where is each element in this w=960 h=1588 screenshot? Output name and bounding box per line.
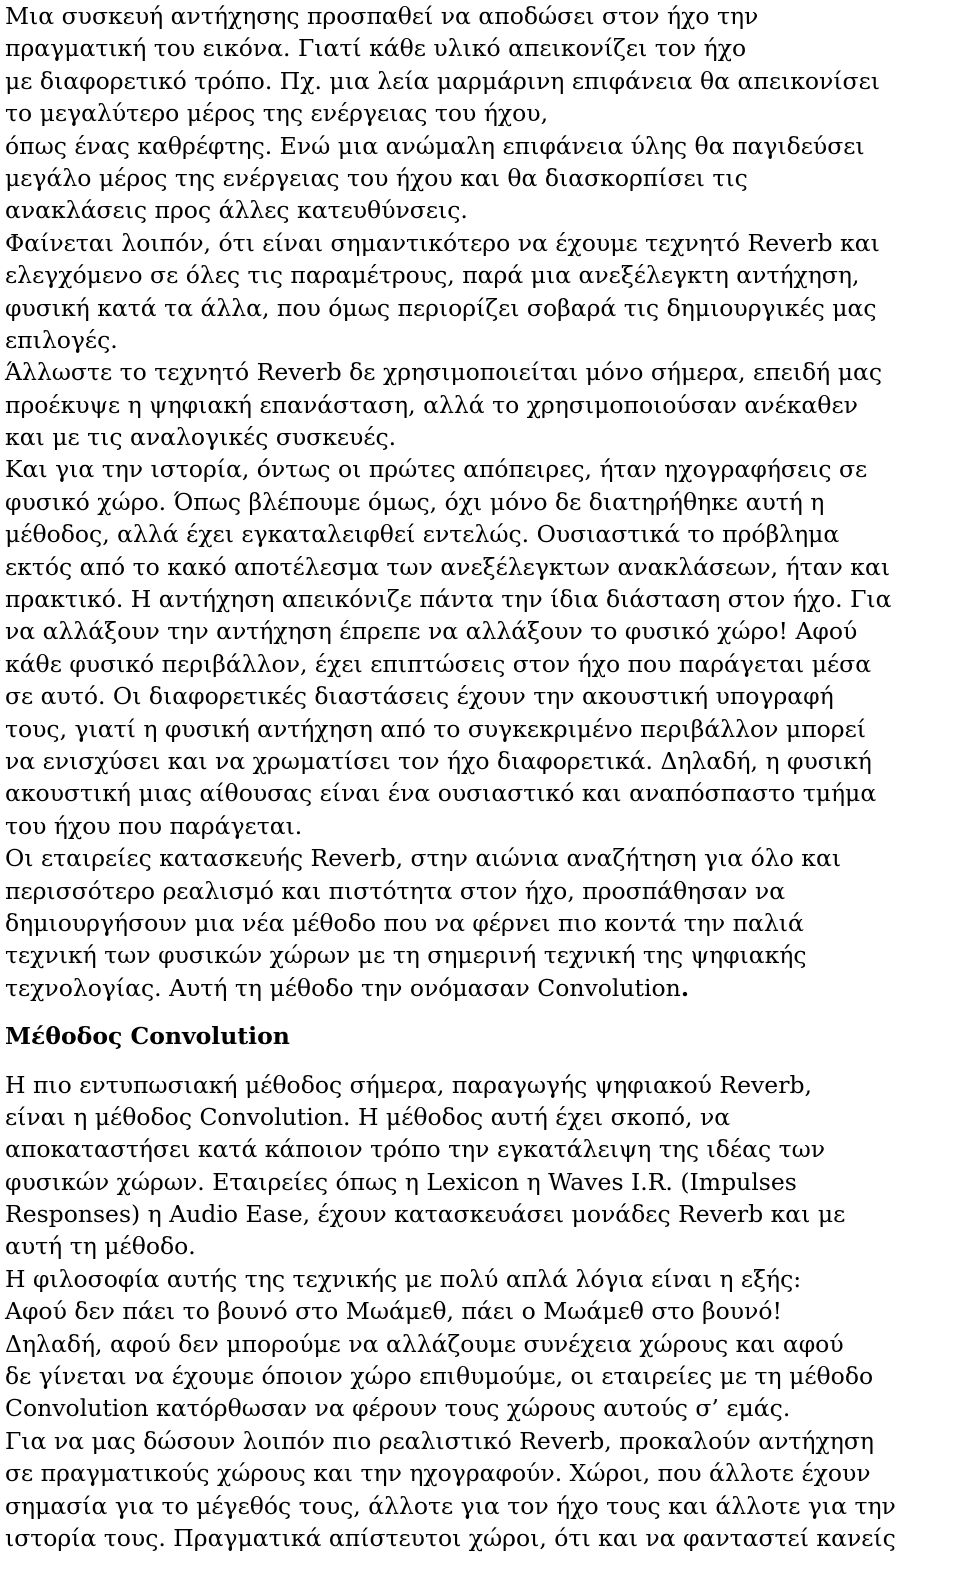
- text-line: φυσικών χώρων. Εταιρείες όπως η Lexicon η Waves I.R. (Impulses: [5, 1167, 797, 1196]
- text-line: εκτός από το κακό αποτέλεσμα των ανεξέλεγκτων ανακλάσεων, ήταν και: [5, 552, 891, 581]
- text-line: Για να μας δώσουν λοιπόν πιο ρεαλιστικό Reverb, προκαλούν αντήχηση: [5, 1426, 874, 1455]
- text-line: ελεγχόμενο σε όλες τις παραμέτρους, παρά μια ανεξέλεγκτη αντήχηση,: [5, 261, 860, 290]
- text-line: να αλλάξουν την αντήχηση έπρεπε να αλλάξουν το φυσικό χώρο! Αφού: [5, 617, 858, 646]
- text-line: Οι εταιρείες κατασκευής Reverb, στην αιώνια αναζήτηση για όλο και: [5, 844, 842, 873]
- text-line: με διαφορετικό τρόπο. Πχ. μια λεία μαρμάρινη επιφάνεια θα απεικονίσει: [5, 66, 880, 95]
- text-line: ακουστική μιας αίθουσας είναι ένα ουσιαστικό και αναπόσπαστο τμήμα: [5, 779, 877, 808]
- text-line: το μεγαλύτερο μέρος της ενέργειας του ήχου,: [5, 99, 549, 128]
- text-line: Responses) η Audio Ease, έχουν κατασκευάσει μονάδες Reverb και με: [5, 1200, 846, 1229]
- document-page: [5, 0, 955, 1554]
- text-line: μέθοδος, αλλά έχει εγκαταλειφθεί εντελώς. Ουσιαστικά το πρόβλημα: [5, 520, 840, 549]
- text-line: Και για την ιστορία, όντως οι πρώτες απόπειρες, ήταν ηχογραφήσεις σε: [5, 455, 868, 484]
- text-line: φυσική κατά τα άλλα, που όμως περιορίζει σοβαρά τις δημιουργικές μας: [5, 293, 877, 322]
- text-line: να ενισχύσει και να χρωματίσει τον ήχο διαφορετικά. Δηλαδή, η φυσική: [5, 746, 872, 775]
- text-line: ιστορία τους. Πραγματικά απίστευτοι χώροι, ότι και να φανταστεί κανείς: [5, 1523, 896, 1552]
- section-heading-convolution: Μέθοδος Convolution: [5, 1022, 290, 1051]
- text-line: Αφού δεν πάει το βουνό στο Μωάμεθ, πάει ο Μωάμεθ στο βουνό!: [5, 1297, 782, 1326]
- text-line: ανακλάσεις προς άλλες κατευθύνσεις.: [5, 196, 468, 225]
- text-line: σε πραγματικούς χώρους και την ηχογραφούν. Χώροι, που άλλοτε έχουν: [5, 1459, 871, 1488]
- text-line: σημασία για το μέγεθός τους, άλλοτε για τον ήχο τους και άλλοτε για την: [5, 1491, 896, 1520]
- text-line: και με τις αναλογικές συσκευές.: [5, 423, 397, 452]
- text-line-last-period: .: [680, 973, 689, 1002]
- text-line: αποκαταστήσει κατά κάποιον τρόπο την εγκατάλειψη της ιδέας των: [5, 1135, 826, 1164]
- text-line: του ήχου που παράγεται.: [5, 811, 303, 840]
- text-line: Η φιλοσοφία αυτής της τεχνικής με πολύ απλά λόγια είναι η εξής:: [5, 1264, 802, 1293]
- text-line: επιλογές.: [5, 325, 118, 354]
- text-line: όπως ένας καθρέφτης. Ενώ μια ανώμαλη επιφάνεια ύλης θα παγιδεύσει: [5, 131, 865, 160]
- section-spacer: [5, 1053, 955, 1069]
- paragraph-block-reverb-intro: [5, 0, 955, 972]
- text-line: πρακτικό. Η αντήχηση απεικόνιζε πάντα την ίδια διάσταση στον ήχο. Για: [5, 585, 892, 614]
- text-line: περισσότερο ρεαλισμό και πιστότητα στον ήχο, προσπάθησαν να: [5, 876, 786, 905]
- text-line: πραγματική του εικόνα. Γιατί κάθε υλικό απεικονίζει τον ήχο: [5, 34, 747, 63]
- text-line: Convolution κατόρθωσαν να φέρουν τους χώρους αυτούς σ’ εμάς.: [5, 1394, 791, 1423]
- text-line-last: τεχνολογίας. Αυτή τη μέθοδο την ονόμασαν Convolution.: [5, 973, 689, 1002]
- paragraph-block-convolution: [5, 1069, 955, 1555]
- text-line: Φαίνεται λοιπόν, ότι είναι σημαντικότερο να έχουμε τεχνητό Reverb και: [5, 228, 880, 257]
- text-line: αυτή τη μέθοδο.: [5, 1232, 196, 1261]
- text-line: κάθε φυσικό περιβάλλον, έχει επιπτώσεις στον ήχο που παράγεται μέσα: [5, 649, 872, 678]
- text-line: σε αυτό. Οι διαφορετικές διαστάσεις έχουν την ακουστική υπογραφή: [5, 682, 834, 711]
- text-line: τους, γιατί η φυσική αντήχηση από το συγκεκριμένο περιβάλλον μπορεί: [5, 714, 866, 743]
- text-line: τεχνική των φυσικών χώρων με τη σημερινή τεχνική της ψηφιακής: [5, 941, 807, 970]
- text-line: δε γίνεται να έχουμε όποιον χώρο επιθυμούμε, οι εταιρείες με τη μέθοδο: [5, 1362, 874, 1391]
- text-line: Μια συσκευή αντήχησης προσπαθεί να αποδώσει στον ήχο την: [5, 2, 759, 30]
- text-line: μεγάλο μέρος της ενέργειας του ήχου και θα διασκορπίσει τις: [5, 163, 748, 192]
- text-line: είναι η μέθοδος Convolution. Η μέθοδος αυτή έχει σκοπό, να: [5, 1102, 731, 1131]
- text-line: φυσικό χώρο. Όπως βλέπουμε όμως, όχι μόνο δε διατηρήθηκε αυτή η: [5, 487, 825, 516]
- text-line: Η πιο εντυπωσιακή μέθοδος σήμερα, παραγωγής ψηφιακού Reverb,: [5, 1070, 812, 1099]
- text-line: Άλλωστε το τεχνητό Reverb δε χρησιμοποιείται μόνο σήμερα, επειδή μας: [5, 358, 883, 387]
- text-line: Δηλαδή, αφού δεν μπορούμε να αλλάζουμε συνέχεια χώρους και αφού: [5, 1329, 844, 1358]
- text-line: δημιουργήσουν μια νέα μέθοδο που να φέρνει πιο κοντά την παλιά: [5, 908, 804, 937]
- text-line: προέκυψε η ψηφιακή επανάσταση, αλλά το χρησιμοποιούσαν ανέκαθεν: [5, 390, 858, 419]
